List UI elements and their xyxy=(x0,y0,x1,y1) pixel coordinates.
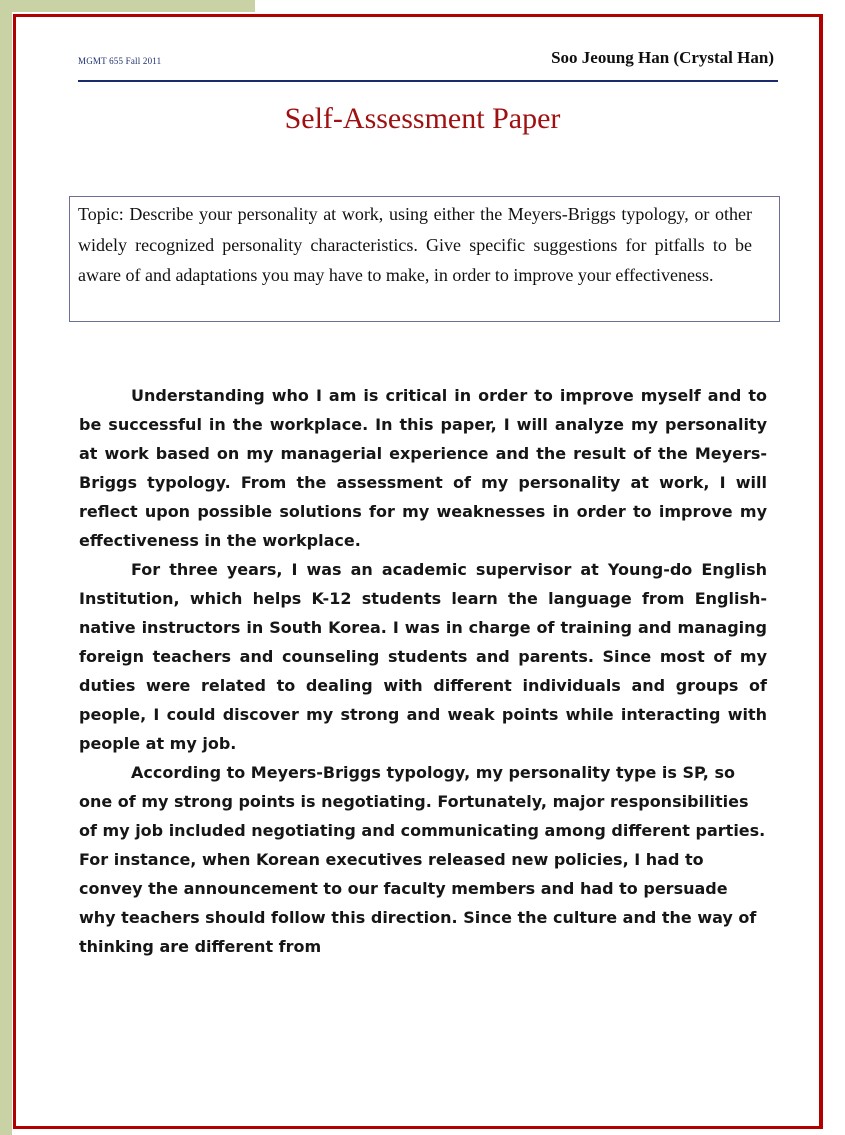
author-name: Soo Jeoung Han (Crystal Han) xyxy=(551,48,774,67)
course-label: MGMT 655 Fall 2011 xyxy=(78,56,162,66)
paragraph: According to Meyers-Briggs typology, my personality type is SP, so one of my strong points is negotiating. Fortunately, major responsibilities of my job included negotiating and communicating among different parties. For instance, when Korean executives released new policies, I had to convey the announcement to our faculty members and had to persuade why teachers should follow this direction. Since the culture and the way of thinking are different from xyxy=(79,763,766,956)
paragraph: For three years, I was an academic supervisor at Young-do English Institution, which helps K-12 students learn the language from English-native instructors in South Korea. I was in charge of training and managing foreign teachers and counseling students and parents. Since most of my duties were related to dealing with different individuals and groups of people, I could discover my strong and weak points while interacting with people at my job. xyxy=(79,560,767,753)
paragraph: Understanding who I am is critical in order to improve myself and to be successful in the workplace. In this paper, I will analyze my personality at work based on my managerial experience and the result of the Meyers-Briggs typology. From the assessment of my personality at work, I will reflect upon possible solutions for my weaknesses in order to improve my effectiveness in the workplace. xyxy=(79,386,767,550)
page-title: Self-Assessment Paper xyxy=(284,102,561,135)
left-edge-strip xyxy=(0,0,12,1135)
topic-text: Topic: Describe your personality at work, using either the Meyers-Briggs typology, or other widely recognized personality characteristics. Give specific suggestions for pitfalls to be aware of and adaptations you may have to make, in order to improve your effectiveness. xyxy=(78,204,752,285)
page-header xyxy=(78,44,778,82)
top-edge-strip xyxy=(0,0,255,12)
body-text xyxy=(79,381,767,961)
